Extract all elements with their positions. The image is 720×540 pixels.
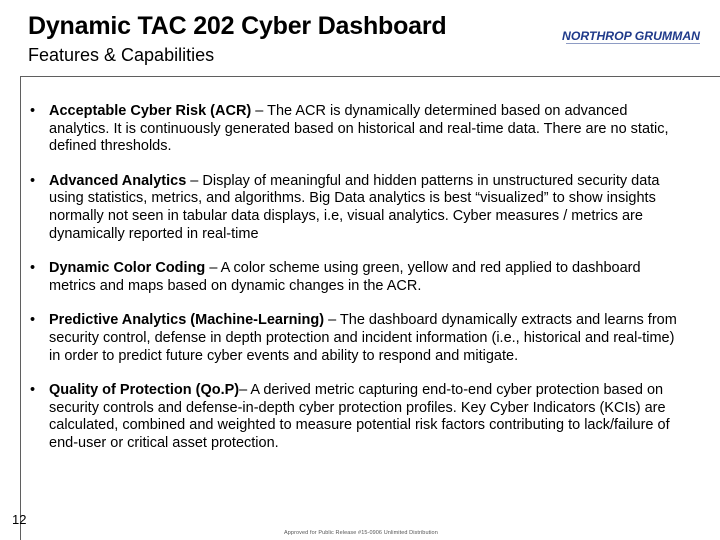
- bullet-term: Acceptable Cyber Risk (ACR): [49, 103, 252, 119]
- page-number: 12: [12, 512, 27, 527]
- bullet-advanced-analytics: [30, 173, 688, 243]
- capability-list: [30, 103, 688, 453]
- release-statement: Approved for Public Release #15-0906 Unlimited Distribution: [284, 530, 438, 536]
- bullet-text: – A color scheme using green, yellow and red applied to dashboard metrics and maps based on dynamic changes in the ACR.: [49, 260, 641, 294]
- bullet-term: Quality of Protection (Qo.P): [49, 382, 240, 399]
- bullet-predictive-analytics: [30, 312, 688, 365]
- logo-wordmark: NORTHROP GRUMMAN: [562, 30, 701, 43]
- bullet-acceptable-cyber-risk: [30, 103, 688, 156]
- bullet-text: – Display of meaningful and hidden patterns in unstructured security data using statistics, metrics, and algorithms. Big Data analytics is best “visualized” to show insights normally not seen in tabular data displays, i.e, visual analytics. Cyber measures / metrics are dynamically reported in real-time: [49, 172, 660, 242]
- left-divider: [20, 76, 21, 540]
- bullet-text: – A derived metric capturing end-to-end cyber protection based on security controls and defense-in-depth cyber protection profiles. Key Cyber Indicators (KCIs) are calculated, combined and weighted to measure potential risk factors contributing to lack/failure of end-user or critical asset protection.: [49, 382, 670, 451]
- bullet-term: Advanced Analytics: [49, 172, 187, 189]
- bullet-dot: •: [30, 382, 36, 399]
- bullet-quality-of-protection: [30, 382, 688, 452]
- bullet-dot: •: [30, 172, 36, 189]
- bullet-dot: •: [30, 103, 36, 119]
- slide-title: Dynamic TAC 202 Cyber Dashboard: [28, 12, 447, 40]
- bullet-text: – The dashboard dynamically extracts and learns from security control, defense in depth protection and incident information (i.e., historical and real-time) in order to predict future cyber events and ability to respond and mitigate.: [49, 312, 677, 364]
- slide-subtitle: Features & Capabilities: [28, 45, 215, 65]
- bullet-dynamic-color-coding: [30, 260, 688, 295]
- bullet-dot: •: [30, 260, 36, 277]
- bullet-term: Dynamic Color Coding: [49, 260, 206, 277]
- bullet-term: Predictive Analytics (Machine-Learning): [49, 312, 325, 329]
- bullet-text: – The ACR is dynamically determined based on advanced analytics. It is continuously generated based on historical and real-time data. There are no static, defined thresholds.: [49, 103, 669, 155]
- header-divider: [20, 76, 720, 77]
- northrop-grumman-logo: [560, 24, 702, 46]
- bullet-dot: •: [30, 312, 36, 329]
